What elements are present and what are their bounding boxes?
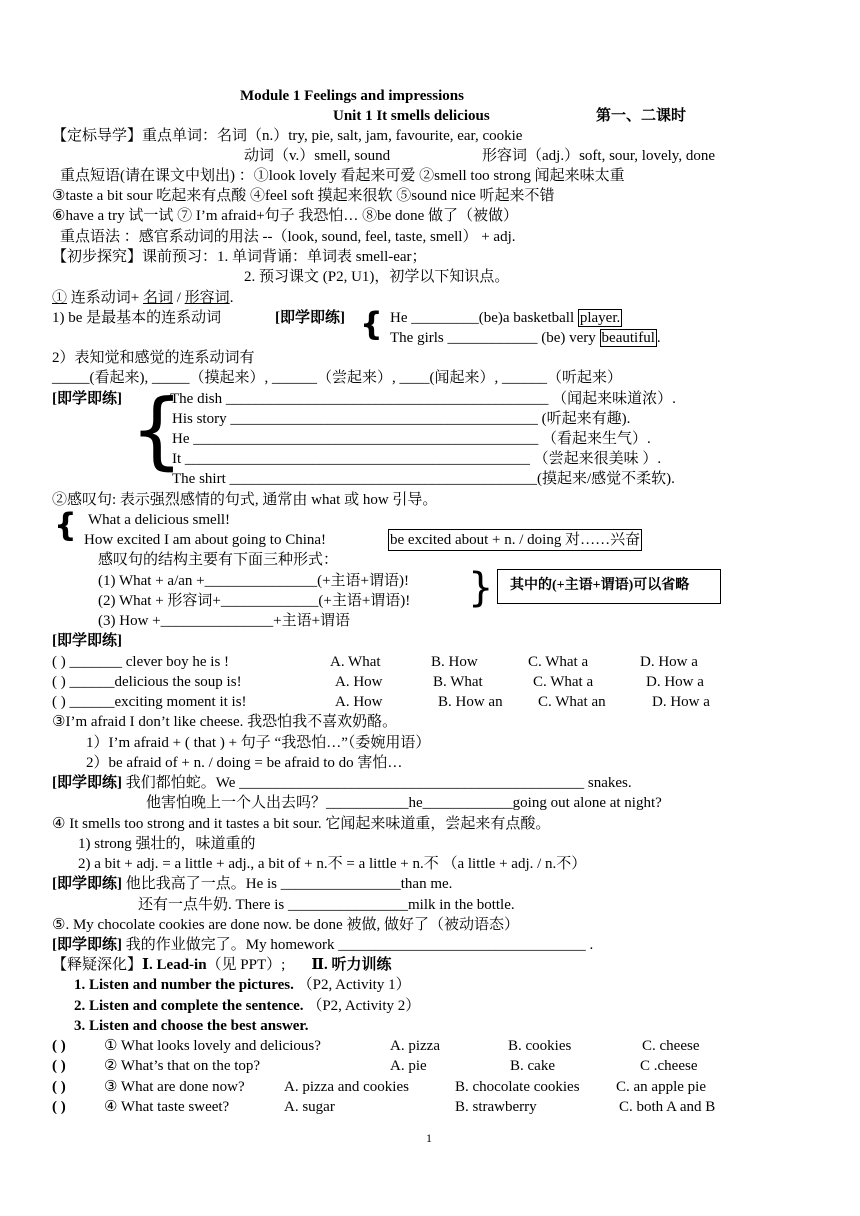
form-3: (3) How +_______________+主语+谓语	[98, 613, 351, 629]
option-b: B. How	[431, 654, 478, 670]
deepen-heading: 【释疑深化】Ⅰ. Lead-in（见 PPT）; Ⅱ. 听力训练	[52, 957, 392, 973]
practice-label: [即学即练]	[52, 633, 122, 649]
right-brace-icon: }	[468, 565, 494, 611]
question-stem: ( ) ______delicious the soup is!	[52, 674, 242, 690]
unit-title: Unit 1 It smells delicious	[333, 108, 490, 124]
exercise-story: His story _________________________________________ (听起来有趣).	[172, 411, 631, 427]
section-3-heading: ③I’m afraid I don’t like cheese. 我恐怕我不喜欢奶酪。	[52, 714, 398, 730]
exercise-he: He _________(be)a basketball player.	[390, 310, 621, 326]
practice-line: [即学即练] 我们都怕蛇。We ______________________________________________ snakes.	[52, 775, 632, 791]
guide-line-5: ⑥have a try 试一试 ⑦ I’m afraid+句子 我恐怕… ⑧be done 做了（被做）	[52, 208, 518, 224]
module-title: Module 1 Feelings and impressions	[240, 88, 464, 104]
listening-task-1: 1. Listen and number the pictures. （P2, Activity 1）	[74, 977, 411, 993]
option-b: B. cake	[510, 1058, 555, 1074]
guide-line-2a: 动词（v.）smell, sound	[244, 148, 391, 164]
option-b: B. How an	[438, 694, 503, 710]
option-b: B. cookies	[508, 1038, 572, 1054]
afraid-usage-2: 2）be afraid of + n. / doing = be afraid to do 害怕…	[86, 755, 403, 771]
practice-line: [即学即练] 我的作业做完了。My homework _________________________________ .	[52, 937, 594, 953]
circled-number: ①	[52, 290, 68, 306]
option-b: B. What	[433, 674, 483, 690]
option-b: B. chocolate cookies	[455, 1079, 580, 1095]
question-stem: ( ) _______ clever boy he is !	[52, 654, 230, 670]
guide-line-6: 重点语法 ：感官系动词的用法 --（look, sound, feel, taste, smell） + adj.	[60, 229, 516, 245]
practice-label: [即学即练]	[52, 391, 122, 407]
guide-line-8: 2. 预习课文 (P2, U1)，初学以下知识点。	[244, 269, 510, 285]
example-how: How excited I am about going to China!	[84, 532, 327, 548]
exercise-girls: The girls ____________ (be) very beautiful .	[390, 330, 661, 346]
practice-label: [即学即练]	[275, 310, 345, 326]
option-a: A. What	[330, 654, 381, 670]
section-4-heading: ④ It smells too strong and it tastes a bit sour. 它闻起来味道重，尝起来有点酸。	[52, 816, 551, 832]
option-a: A. pizza and cookies	[284, 1079, 409, 1095]
option-a: A. How	[335, 674, 383, 690]
listening-task-3: 3. Listen and choose the best answer.	[74, 1018, 309, 1034]
option-b: B. strawberry	[455, 1099, 537, 1115]
option-d: D. How a	[652, 694, 710, 710]
listening-task-2: 2. Listen and complete the sentence. （P2, Activity 2）	[74, 998, 421, 1014]
practice-line: 还有一点牛奶. There is ________________milk in the bottle.	[138, 897, 515, 913]
answer-paren: ( )	[52, 1079, 66, 1095]
page-number: 1	[426, 1131, 432, 1145]
lesson-label: 第一、二课时	[596, 108, 687, 124]
be-verb-line: 1) be 是最基本的连系动词	[52, 310, 222, 326]
a-bit-usage: 2) a bit + adj. = a little + adj., a bit of + n.不 = a little + n.不 （a little + adj. / n.不）	[78, 856, 587, 872]
exercise-it: It ______________________________________________ （尝起来很美味 ）.	[172, 451, 662, 467]
question-stem: ② What’s that on the top?	[104, 1058, 261, 1074]
option-d: D. How a	[640, 654, 698, 670]
question-stem: ① What looks lovely and delicious?	[104, 1038, 321, 1054]
question-stem: ④ What taste sweet?	[104, 1099, 230, 1115]
option-c: C. What a	[533, 674, 594, 690]
guide-line-2b: 形容词（adj.）soft, sour, lovely, done	[482, 148, 715, 164]
structure-heading: 感叹句的结构主要有下面三种形式：	[98, 552, 339, 568]
question-stem: ( ) ______exciting moment it is!	[52, 694, 247, 710]
option-a: A. sugar	[284, 1099, 335, 1115]
option-c: C. What a	[528, 654, 589, 670]
option-a: A. How	[335, 694, 383, 710]
option-c: C. What an	[538, 694, 606, 710]
form-1: (1) What + a/an +_______________(+主语+谓语)!	[98, 573, 410, 589]
guide-line-3: 重点短语(请在课文中划出) ：①look lovely 看起来可爱 ②smell too strong 闻起来味太重	[60, 168, 625, 184]
left-brace-icon: {	[130, 381, 184, 479]
question-stem: ③ What are done now?	[104, 1079, 245, 1095]
option-c: C. both A and B	[619, 1099, 716, 1115]
option-a: A. pie	[390, 1058, 427, 1074]
exercise-dish: The dish ___________________________________________ （闻起来味道浓）.	[170, 391, 676, 407]
sense-verbs-blanks: _____(看起来), _____（摸起来）, ______（尝起来）, ____(闻起来）, ______（听起来）	[52, 370, 622, 386]
practice-line: [即学即练] 他比我高了一点。He is ________________than me.	[52, 876, 453, 892]
guide-line-7: 【初步探究】课前预习：1. 单词背诵：单词表 smell-ear；	[52, 249, 427, 265]
example-what: What a delicious smell!	[88, 512, 231, 528]
section-5-heading: ⑤. My chocolate cookies are done now. be done 被做, 做好了（被动语态）	[52, 917, 519, 933]
section-1-heading: ① 连系动词+ 名词 / 形容词.	[52, 290, 234, 306]
answer-paren: ( )	[52, 1099, 66, 1115]
option-c: C .cheese	[640, 1058, 698, 1074]
option-d: D. How a	[646, 674, 704, 690]
exercise-he-angry: He ______________________________________________ （看起来生气）.	[172, 431, 651, 447]
option-c: C. cheese	[642, 1038, 700, 1054]
form-2: (2) What + 形容词+_____________(+主语+谓语)!	[98, 593, 411, 609]
sense-verbs-heading: 2）表知觉和感觉的连系动词有	[52, 350, 255, 366]
guide-line-1: 【定标导学】重点单词：名词（n.）try, pie, salt, jam, favourite, ear, cookie	[52, 128, 523, 144]
left-brace-icon: {	[54, 506, 77, 544]
phrase-box: be excited about + n. / doing 对……兴奋	[388, 529, 642, 551]
left-brace-icon: {	[360, 305, 383, 343]
section-2-heading: ②感叹句: 表示强烈感情的句式, 通常由 what 或 how 引导。	[52, 492, 438, 508]
option-a: A. pizza	[390, 1038, 440, 1054]
answer-paren: ( )	[52, 1058, 66, 1074]
afraid-usage-1: 1）I’m afraid + ( that ) + 句子 “我恐怕…”（委婉用语）	[86, 735, 431, 751]
option-c: C. an apple pie	[616, 1079, 706, 1095]
practice-line: 他害怕晚上一个人出去吗？___________he____________going out alone at night?	[146, 795, 662, 811]
guide-line-4: ③taste a bit sour 吃起来有点酸 ④feel soft 摸起来很软 ⑤sound nice 听起来不错	[52, 188, 555, 204]
answer-paren: ( )	[52, 1038, 66, 1054]
strong-meaning: 1) strong 强壮的，味道重的	[78, 836, 256, 852]
exercise-shirt: The shirt _________________________________________(摸起来/感觉不柔软).	[172, 471, 675, 487]
note-text: 其中的(+主语+谓语)可以省略	[510, 578, 690, 593]
